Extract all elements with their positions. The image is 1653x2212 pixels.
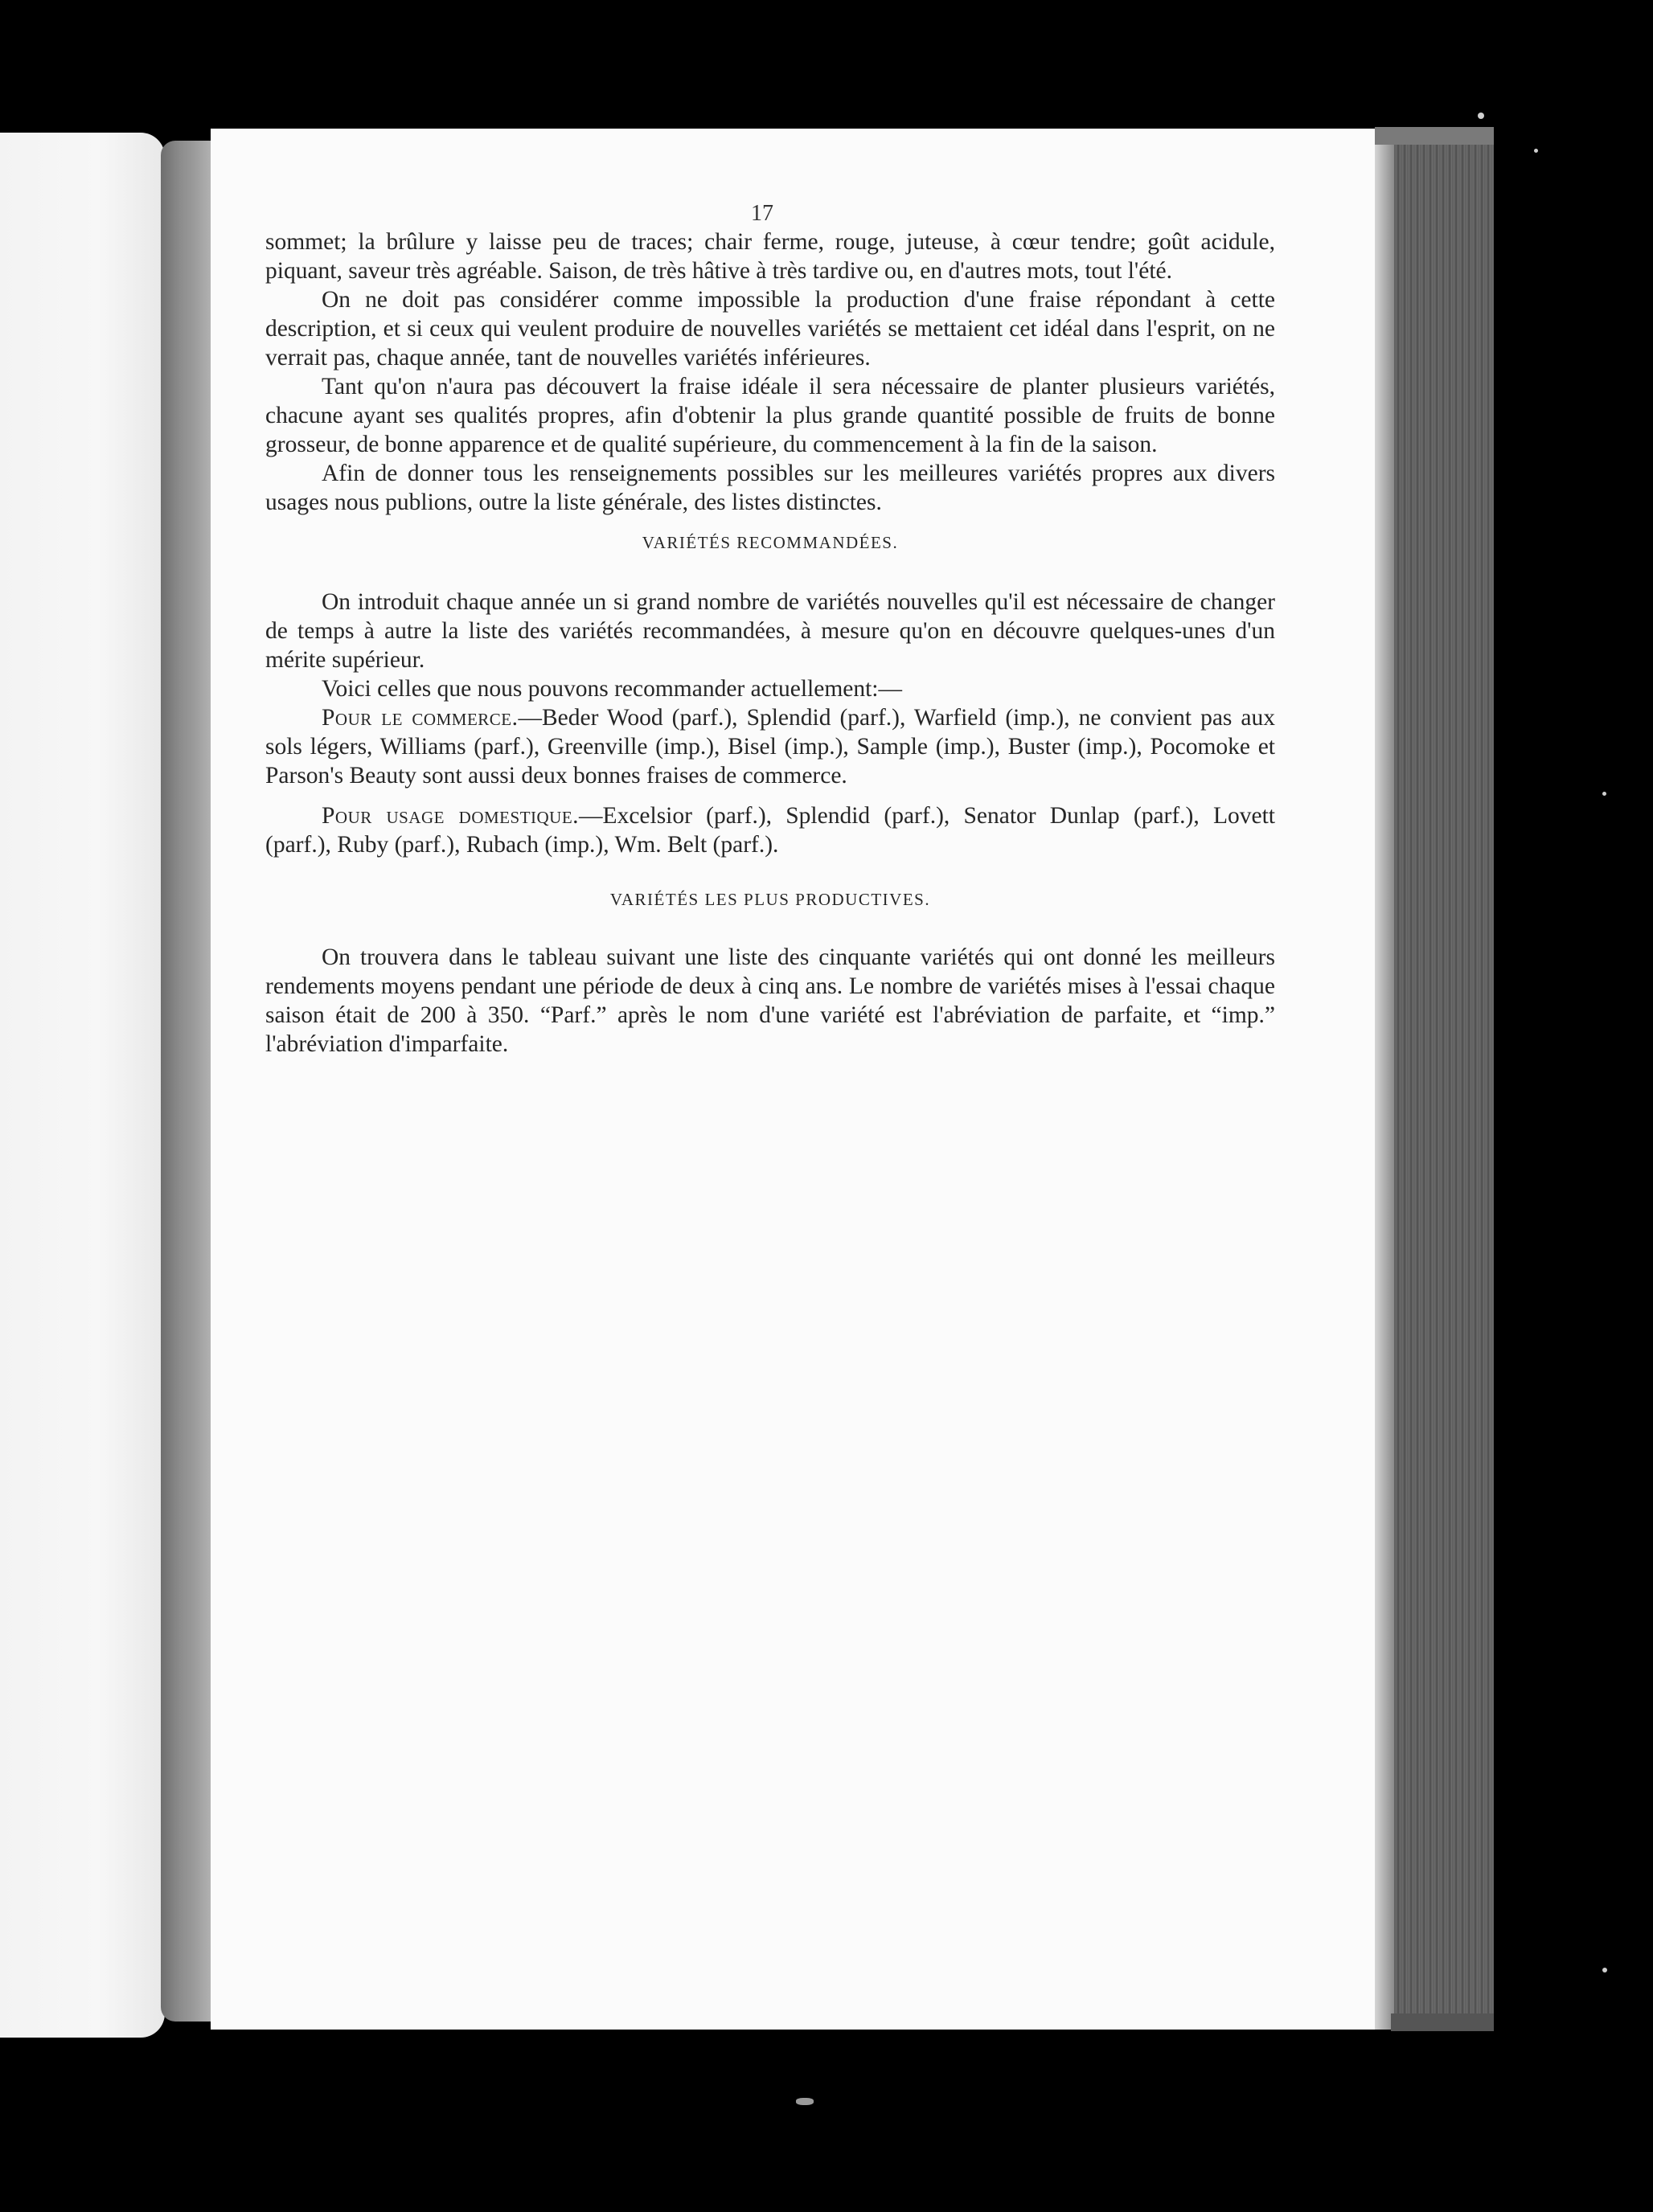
- left-facing-page: [0, 133, 165, 2038]
- dust-speck: [1478, 113, 1484, 119]
- paragraph: On ne doit pas considérer comme impossible la production d'une fraise répondant à cette description, et si ceux qui veulent produire de nouvelles variétés se mettaient cet idéal dans l'esprit, on ne verrait pas, chaque année, tant de nouvelles variétés inférieures.: [265, 287, 1275, 371]
- dust-speck: [1534, 149, 1538, 153]
- commerce-paragraph: [265, 703, 1275, 790]
- section-heading: VARIÉTÉS LES PLUS PRODUCTIVES.: [609, 890, 931, 909]
- domestic-text: —Excelsior (parf.), Splendid (parf.), Senator Dunlap (parf.), Lovett (parf.), Ruby (parf.), Rubach (imp.), Wm. Belt (parf.).: [265, 803, 1275, 858]
- paragraph: Tant qu'on n'aura pas découvert la fraise idéale il sera nécessaire de planter plusieurs variétés, chacune ayant ses qualités propres, afin d'obtenir la plus grande quantité possible de fruits de bonne grosseur, de bonne apparence et de qualité supérieure, du commencement à la fin de la saison.: [265, 374, 1275, 457]
- domestic-label: Pour usage domestique.: [322, 803, 580, 829]
- paragraph: Afin de donner tous les renseignements possibles sur les meilleures variétés propres aux divers usages nous publions, outre la liste générale, des listes distinctes.: [265, 461, 1275, 515]
- dust-speck: [1602, 792, 1606, 796]
- page-number: 17: [751, 201, 773, 226]
- section-heading: VARIÉTÉS RECOMMANDÉES.: [642, 533, 899, 552]
- fore-edge-bottom: [1391, 2013, 1494, 2031]
- fore-edge-top: [1375, 127, 1494, 145]
- paragraph: sommet; la brûlure y laisse peu de traces; chair ferme, rouge, juteuse, à cœur tendre; goût acidule, piquant, saveur très agréable. Saison, de très hâtive à très tardive ou, en d'autres mots, tout l'été.: [265, 229, 1275, 284]
- fore-edge-highlight: [1375, 129, 1394, 2030]
- commerce-text: —Beder Wood (parf.), Splendid (parf.), Warfield (imp.), ne convient pas aux sols légers, Williams (parf.), Greenville (imp.), Bisel (imp.), Sample (imp.), Buster (imp.), Pocomoke et Parson's Beauty sont aussi deux bonnes fraises de commerce.: [265, 705, 1276, 789]
- domestic-paragraph: [265, 801, 1275, 859]
- book-gutter-shadow: [161, 141, 215, 2022]
- dust-speck: [796, 2098, 814, 2105]
- paragraph: On trouvera dans le tableau suivant une liste des cinquante variétés qui ont donné les meilleurs rendements moyens pendant une période de deux à cinq ans. Le nombre de variétés mises à l'essai chaque saison était de 200 à 350. “Parf.” après le nom d'une variété est l'abréviation de parfaite, et “imp.” l'abréviation d'imparfaite.: [265, 944, 1275, 1057]
- page-body-text: [265, 195, 1275, 1059]
- dust-speck: [1602, 1968, 1607, 1972]
- commerce-label: Pour le commerce.: [322, 705, 519, 731]
- paragraph: Voici celles que nous pouvons recommander actuellement:—: [322, 676, 903, 702]
- paragraph: On introduit chaque année un si grand nombre de variétés nouvelles qu'il est nécessaire de changer de temps à autre la liste des variétés recommandées, à mesure qu'on en découvre quelques-unes d'un mérite supérieur.: [265, 589, 1275, 673]
